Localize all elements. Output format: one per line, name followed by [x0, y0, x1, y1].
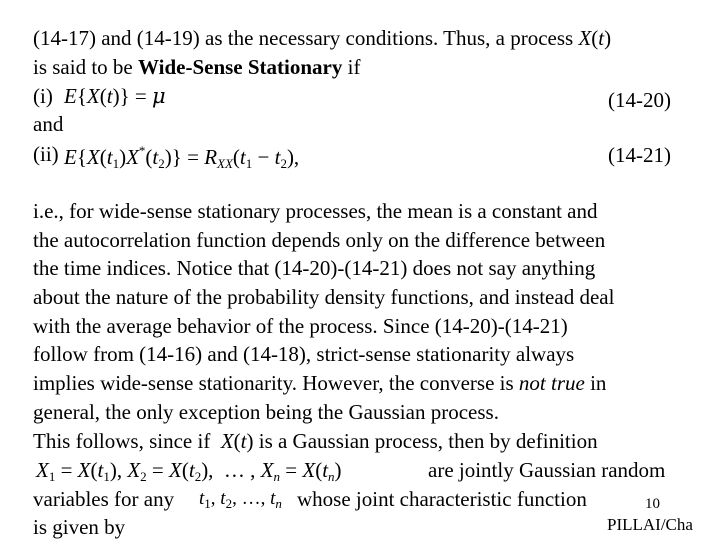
given-by-text: is given by	[33, 515, 126, 539]
para-line-4: about the nature of the probability density functions, and instead deal	[33, 285, 615, 309]
text-line-1	[33, 24, 611, 52]
follows-text-2: is a Gaussian process, then by definition	[258, 429, 598, 453]
equation-i: E{X(t)} = μ	[64, 84, 166, 108]
vars-text-1: variables for any	[33, 487, 175, 511]
footer-author: PILLAI/Cha	[607, 515, 693, 534]
vars-text-2: whose joint characteristic function	[297, 487, 587, 511]
converse-text-2: in	[590, 371, 607, 395]
eq-i-number: (14-20)	[608, 88, 671, 112]
eq-ii-number: (14-21)	[608, 143, 671, 167]
converse-italic: not true	[518, 371, 585, 395]
equation-ii: $E\{X(t_1)X^*(t_2)\} = R_{XX}(t_1 - t_2)$,	[64, 143, 300, 171]
rv-tail-text: are jointly Gaussian random	[428, 458, 666, 482]
line2-bold-term: Wide-Sense Stationary	[138, 55, 343, 79]
cond-i-label: (i)	[33, 84, 53, 108]
time-list-equation: $t_1$, $t_2$, …, $t_n$	[199, 488, 282, 511]
process-symbol: X(t)	[220, 429, 254, 453]
converse-text-1: implies wide-sense stationarity. However, the converse is	[33, 371, 514, 395]
para-line-5: with the average behavior of the process. Since (14-20)-(14-21)	[33, 314, 568, 338]
line1-text: (14-17) and (14-19) as the necessary conditions. Thus, a process X(t)	[33, 26, 612, 50]
and-word: and	[33, 112, 64, 136]
text-line-2	[33, 53, 360, 81]
page-number: 10	[645, 496, 660, 512]
para-line-6: follow from (14-16) and (14-18), strict-sense stationarity always	[33, 342, 575, 366]
follows-text-1: This follows, since if	[33, 429, 211, 453]
para-line-8: general, the only exception being the Gaussian process.	[33, 400, 499, 424]
cond-ii-label: (ii)	[33, 142, 59, 166]
line2-prefix: is said to be	[33, 55, 133, 79]
para-line-3: the time indices. Notice that (14-20)-(14-21) does not say anything	[33, 256, 596, 280]
para-line-7	[33, 369, 606, 397]
rv-list-equation: $X_1 = X(t_1)$, $X_2 = X(t_2)$, … , $X_n = X(t_n)$	[36, 458, 342, 484]
para-line-9	[33, 427, 598, 455]
line2-suffix: if	[347, 55, 361, 79]
para-line-2: the autocorrelation function depends only on the difference between	[33, 228, 606, 252]
para-line-1: i.e., for wide-sense stationary processes, the mean is a constant and	[33, 199, 598, 223]
